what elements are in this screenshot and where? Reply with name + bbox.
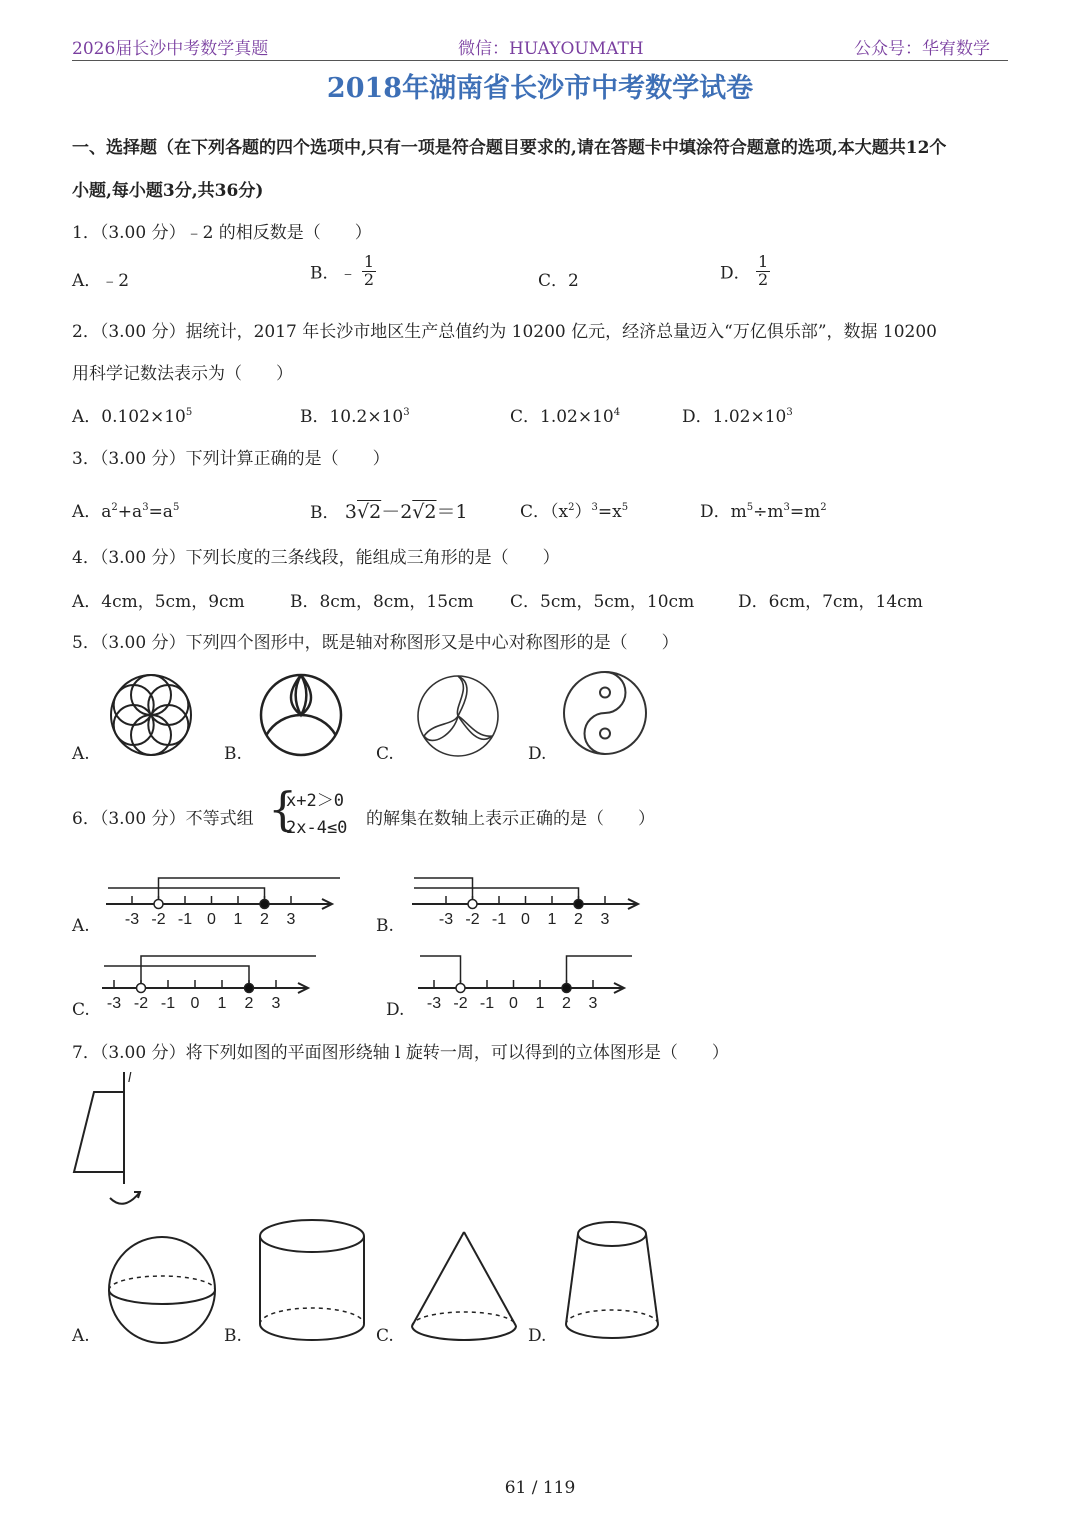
q3-c-label: C． (520, 502, 551, 522)
q2-option-c (510, 402, 620, 427)
q6-option-c-label: C. (72, 1000, 90, 1020)
q2-stem-line1: 2．（3.00 分）据统计，2017 年长沙市地区生产总值约为 10200 亿元，经济总量迈入“万亿俱乐部”，数据 10200 (72, 322, 937, 342)
q1-option-d (720, 254, 770, 288)
q6-brace: { (268, 782, 298, 836)
tick-label: 1 (217, 995, 227, 1012)
q5-option-a-label: A. (72, 744, 90, 764)
solution-ray (414, 878, 473, 904)
q6-inequality-2: 2x-4≤0 (286, 818, 348, 838)
q2-option-a (72, 402, 192, 427)
q2-d-exp: 3 (786, 407, 793, 418)
header-center: 微信：HUAYOUMATH (458, 39, 644, 59)
q2-c-exp: 4 (613, 407, 621, 418)
q3-d-label: D． (700, 502, 731, 522)
closed-point (245, 984, 254, 993)
q4-option-a: A．4cm，5cm，9cm (72, 592, 245, 612)
solution-ray (567, 956, 633, 988)
q2-b-exp: 3 (403, 407, 410, 418)
closed-point (260, 900, 269, 909)
tick-label: 3 (271, 995, 281, 1012)
q6-suffix: 的解集在数轴上表示正确的是（ ） (366, 809, 655, 829)
tick-label: 1 (233, 911, 243, 928)
q2-b-text: B．10.2×10 (300, 407, 404, 427)
header-right: 公众号：华宥数学 (854, 39, 990, 59)
q5-figure-a-flower (108, 672, 194, 758)
q6-inequality-1: x+2＞0 (286, 791, 344, 811)
q6-prefix: 6．（3.00 分）不等式组 (72, 809, 254, 829)
q5-figure-c-swirl (414, 672, 502, 760)
q1-stem: 1．（3.00 分）﹣2 的相反数是（ ） (72, 223, 372, 243)
q4-option-d: D．6cm，7cm，14cm (738, 592, 923, 612)
q4-option-c: C．5cm，5cm，10cm (510, 592, 695, 612)
q7-figure-d-frustum (560, 1214, 664, 1346)
q3-stem: 3．（3.00 分）下列计算正确的是（ ） (72, 449, 390, 469)
tick-label: 3 (588, 995, 598, 1012)
tick-label: -3 (124, 911, 140, 928)
q7-figure-a-sphere (104, 1232, 220, 1348)
q1-option-b-label: B．﹣ (310, 263, 357, 284)
tick-label: 1 (547, 911, 557, 928)
q1-d-numerator: 1 (758, 252, 769, 271)
tick-label: -2 (453, 995, 468, 1012)
tick-label: 2 (574, 911, 583, 928)
tick-label: 2 (244, 995, 254, 1012)
solution-ray (420, 956, 461, 988)
header-divider (72, 60, 1008, 61)
q5-option-b-label: B. (224, 744, 242, 764)
q2-option-b (300, 402, 410, 427)
q7-figure-c-cone (406, 1226, 522, 1346)
q1-b-denominator: 2 (363, 270, 375, 289)
section-heading-line2: 小题,每小题3分,共36分) (72, 181, 264, 201)
tick-label: -3 (438, 911, 454, 928)
tick-label: -2 (133, 995, 149, 1012)
q1-option-d-label: D． (720, 263, 751, 284)
tick-label: 0 (207, 911, 216, 928)
tick-label: 1 (535, 995, 545, 1012)
q7-option-b-label: B. (224, 1326, 242, 1346)
q3-option-a: A．$a^2+a^3=a^5$ (72, 502, 180, 522)
q5-option-d-label: D. (528, 744, 547, 764)
tick-label: -1 (160, 995, 176, 1012)
tick-label: -1 (177, 911, 193, 928)
tick-label: 0 (509, 995, 518, 1012)
open-point (154, 900, 163, 909)
q3-b-label: B． (310, 503, 340, 523)
tick-label: 0 (521, 911, 530, 928)
closed-point (562, 984, 571, 993)
open-point (456, 984, 465, 993)
solution-ray (104, 966, 249, 988)
q5-figure-d-yinyang (560, 668, 650, 758)
q3-a-label: A． (72, 502, 102, 522)
q7-option-a-label: A. (72, 1326, 90, 1346)
q7-figure-b-cylinder (254, 1214, 370, 1346)
q7-axis-label: l (128, 1069, 132, 1085)
header-left: 2026届长沙中考数学真题 (72, 39, 269, 59)
q6-numberline-b (410, 860, 650, 932)
q5-option-c-label: C. (376, 744, 394, 764)
open-point (468, 900, 477, 909)
q3-option-b: B． 3√2－2√2＝1 (310, 501, 468, 523)
q7-option-d-label: D. (528, 1326, 547, 1346)
section-heading-line1: 一、选择题（在下列各题的四个选项中,只有一项是符合题目要求的,请在答题卡中填涂符合题意的选项,本大题共12个 (72, 138, 947, 158)
tick-label: 2 (562, 995, 571, 1012)
q1-b-numerator: 1 (363, 252, 375, 271)
page-number: 61 / 119 (504, 1478, 576, 1498)
q2-c-text: C．1.02×10 (510, 407, 614, 427)
q4-option-b: B．8cm，8cm，15cm (290, 592, 474, 612)
q1-d-denominator: 2 (758, 270, 769, 289)
q2-a-exp: 5 (185, 407, 193, 418)
q6-numberline-a (104, 860, 344, 932)
q6-option-b-label: B. (376, 916, 394, 936)
page-title: 2018年湖南省长沙市中考数学试卷 (326, 73, 754, 104)
q1-option-c: C．2 (538, 271, 579, 291)
q1-option-b (310, 254, 376, 288)
q5-figure-b-three-arcs (256, 670, 346, 760)
q1-option-b-fraction (362, 254, 376, 288)
tick-label: 2 (260, 911, 269, 928)
q5-stem: 5．（3.00 分）下列四个图形中，既是轴对称图形又是中心对称图形的是（ ） (72, 633, 679, 653)
tick-label: -1 (491, 911, 507, 928)
tick-label: -3 (106, 995, 122, 1012)
q3-option-c: C．$(x^2)^3=x^5$ (520, 502, 629, 522)
tick-label: 0 (190, 995, 200, 1012)
q7-option-c-label: C. (376, 1326, 394, 1346)
q4-stem: 4．（3.00 分）下列长度的三条线段，能组成三角形的是（ ） (72, 548, 560, 568)
q6-numberline-c (100, 950, 320, 1020)
q2-d-text: D．1.02×10 (682, 407, 787, 427)
tick-label: -1 (479, 995, 495, 1012)
q6-option-a-label: A. (72, 916, 90, 936)
q1-option-a: A．﹣2 (72, 271, 130, 291)
q3-option-d: D．$m^5\div m^3=m^2$ (700, 502, 827, 522)
q1-option-d-fraction (756, 254, 770, 288)
tick-label: 3 (600, 911, 610, 928)
tick-label: 3 (286, 911, 296, 928)
solution-ray (414, 888, 579, 904)
tick-label: -2 (151, 911, 166, 928)
q2-a-text: A．0.102×10 (72, 407, 186, 427)
tick-label: -2 (465, 911, 480, 928)
open-point (137, 984, 146, 993)
q7-trapezoid-figure (66, 1066, 156, 1216)
q6-option-d-label: D. (386, 1000, 405, 1020)
closed-point (574, 900, 583, 909)
q6-numberline-d (416, 950, 636, 1020)
tick-label: -3 (426, 995, 442, 1012)
q7-stem: 7．（3.00 分）将下列如图的平面图形绕轴 l 旋转一周，可以得到的立体图形是（ ） (72, 1043, 729, 1063)
q2-option-d (682, 402, 793, 427)
q2-stem-line2: 用科学记数法表示为（ ） (72, 364, 293, 384)
